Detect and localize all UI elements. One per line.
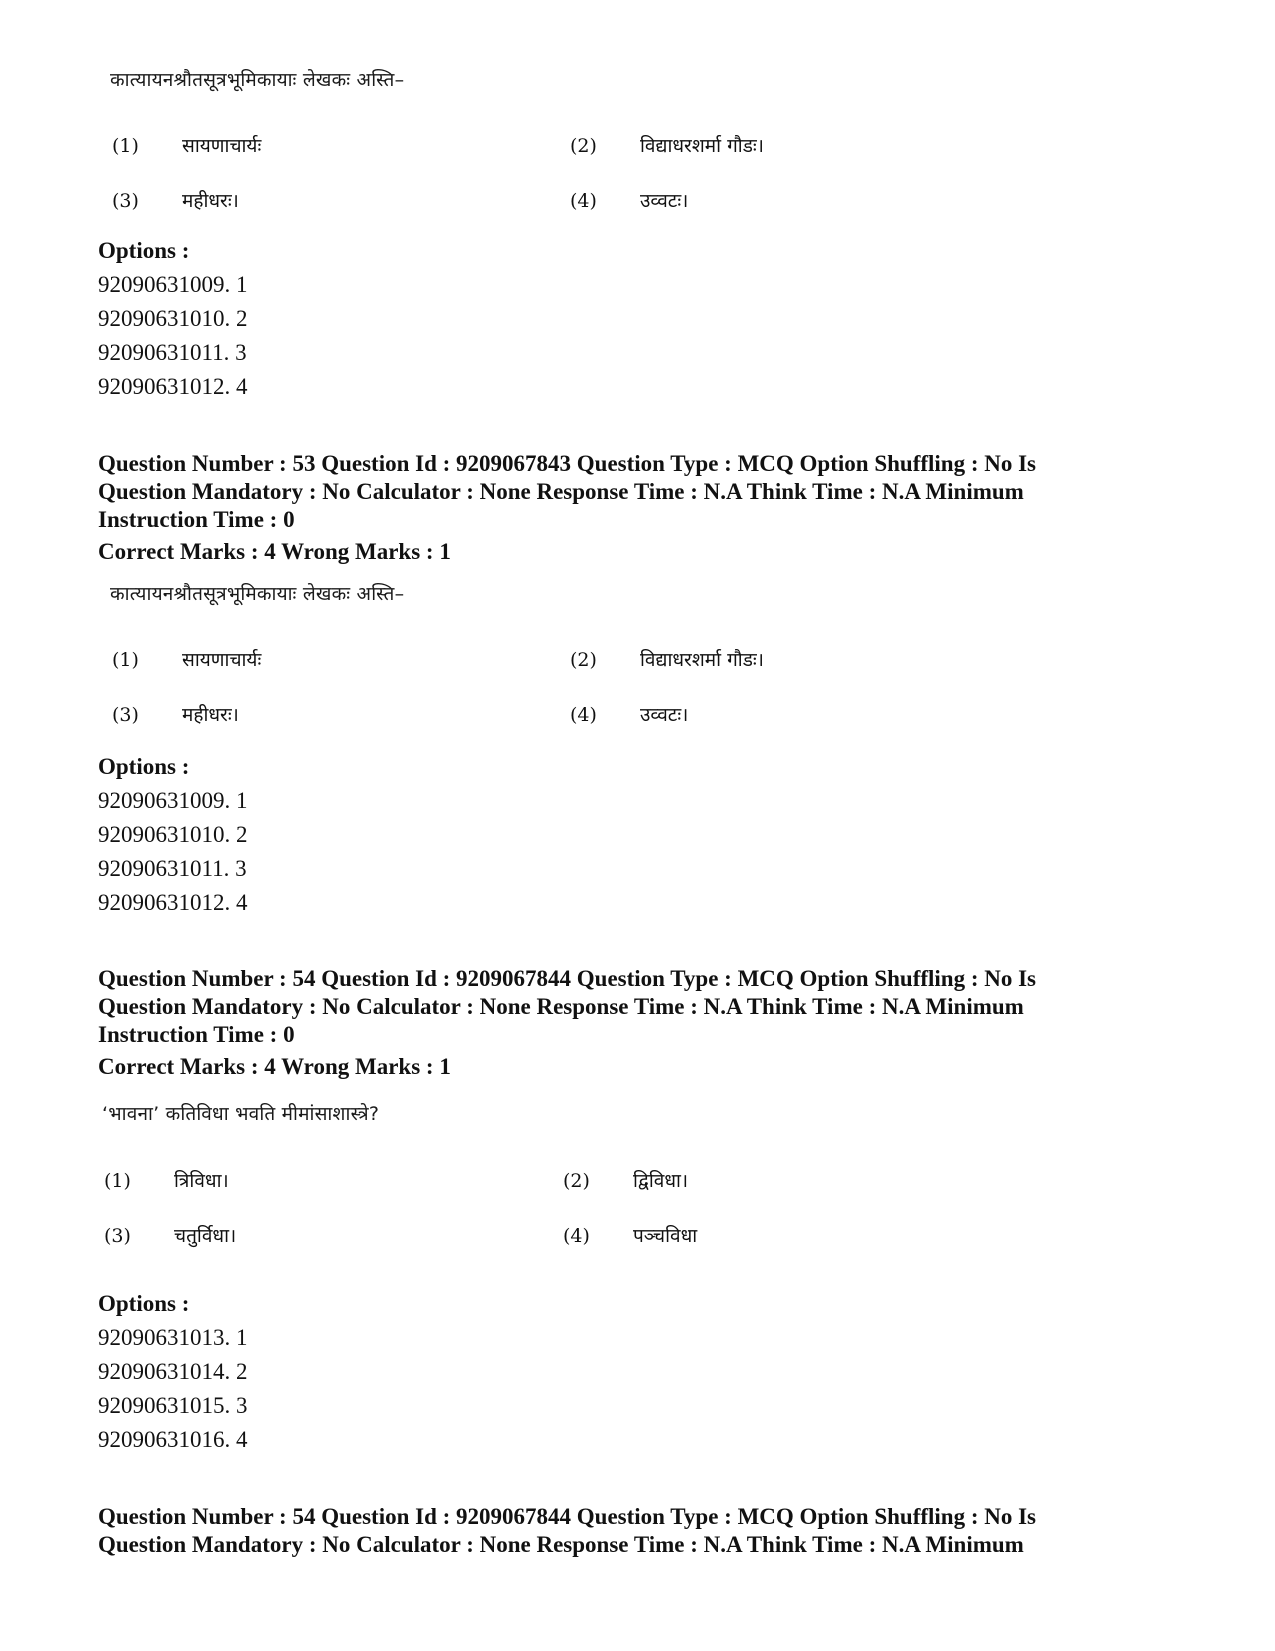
choice-text: महीधरः।	[182, 190, 239, 212]
choice-number: (4)	[570, 704, 597, 726]
marks-line: Correct Marks : 4 Wrong Marks : 1	[98, 539, 451, 564]
choice-2	[563, 1167, 688, 1193]
choice-3	[112, 187, 239, 213]
choice-number: (2)	[570, 649, 597, 671]
question-meta	[98, 1503, 1198, 1559]
choice-text: सायणाचार्यः	[182, 649, 262, 671]
option-item: 92090631011. 3	[98, 340, 247, 365]
choice-number: (2)	[570, 135, 597, 157]
question-meta	[98, 450, 1198, 534]
choice-number: (1)	[112, 649, 139, 671]
meta-line: Instruction Time : 0	[98, 507, 295, 532]
choice-text: महीधरः।	[182, 704, 239, 726]
meta-line: Question Number : 54 Question Id : 9209067844 Question Type : MCQ Option Shuffling : No Is	[98, 966, 1037, 991]
options-section	[98, 1287, 248, 1457]
meta-line: Question Mandatory : No Calculator : None Response Time : N.A Think Time : N.A Minimum	[98, 1532, 1024, 1557]
choice-1	[112, 646, 261, 672]
choice-4	[570, 187, 688, 213]
options-section	[98, 750, 248, 920]
meta-line: Question Number : 53 Question Id : 9209067843 Question Type : MCQ Option Shuffling : No Is	[98, 451, 1037, 476]
option-item: 92090631009. 1	[98, 788, 248, 813]
choice-text: विद्याधरशर्मा गौडः।	[640, 135, 764, 157]
options-list	[98, 268, 248, 404]
question-stem: ‘भावना’ कतिविधा भवति मीमांसाशास्त्रे?	[102, 1103, 380, 1125]
choice-text: पञ्चविधा	[633, 1225, 698, 1247]
choice-text: द्विविधा।	[633, 1170, 689, 1192]
option-item: 92090631012. 4	[98, 374, 248, 399]
choice-2	[570, 132, 764, 158]
choice-number: (2)	[563, 1170, 590, 1192]
question-stem: कात्यायनश्रौतसूत्रभूमिकायाः लेखकः अस्ति–	[110, 69, 405, 91]
choice-2	[570, 646, 764, 672]
question-meta	[98, 965, 1198, 1049]
options-title: Options :	[98, 1291, 190, 1316]
question-stem: कात्यायनश्रौतसूत्रभूमिकायाः लेखकः अस्ति–	[110, 583, 405, 605]
choice-text: त्रिविधा।	[174, 1170, 229, 1192]
option-item: 92090631015. 3	[98, 1393, 248, 1418]
option-item: 92090631010. 2	[98, 822, 248, 847]
option-item: 92090631016. 4	[98, 1427, 248, 1452]
choice-text: उव्वटः।	[640, 190, 689, 212]
option-item: 92090631014. 2	[98, 1359, 248, 1384]
choice-number: (3)	[112, 704, 139, 726]
meta-line: Question Mandatory : No Calculator : None Response Time : N.A Think Time : N.A Minimum	[98, 994, 1024, 1019]
marks-line: Correct Marks : 4 Wrong Marks : 1	[98, 1054, 451, 1079]
choice-number: (4)	[563, 1225, 590, 1247]
option-item: 92090631009. 1	[98, 272, 248, 297]
choice-1	[112, 132, 261, 158]
option-item: 92090631010. 2	[98, 306, 248, 331]
meta-line: Question Number : 54 Question Id : 9209067844 Question Type : MCQ Option Shuffling : No Is	[98, 1504, 1037, 1529]
choice-4	[563, 1222, 697, 1248]
choice-3	[112, 701, 239, 727]
choice-3	[104, 1222, 236, 1248]
meta-line: Instruction Time : 0	[98, 1022, 295, 1047]
choice-4	[570, 701, 688, 727]
option-item: 92090631012. 4	[98, 890, 248, 915]
choice-text: चतुर्विधा।	[174, 1225, 237, 1247]
options-title: Options :	[98, 238, 190, 263]
choice-1	[104, 1167, 229, 1193]
options-title: Options :	[98, 754, 190, 779]
meta-line: Question Mandatory : No Calculator : None Response Time : N.A Think Time : N.A Minimum	[98, 479, 1024, 504]
option-item: 92090631013. 1	[98, 1325, 248, 1350]
choice-number: (1)	[104, 1170, 131, 1192]
options-section	[98, 234, 248, 404]
choice-text: उव्वटः।	[640, 704, 689, 726]
choice-number: (3)	[104, 1225, 131, 1247]
choice-number: (4)	[570, 190, 597, 212]
options-list	[98, 1321, 248, 1457]
choice-text: सायणाचार्यः	[182, 135, 262, 157]
options-list	[98, 784, 248, 920]
choice-text: विद्याधरशर्मा गौडः।	[640, 649, 764, 671]
choice-number: (1)	[112, 135, 139, 157]
option-item: 92090631011. 3	[98, 856, 247, 881]
choice-number: (3)	[112, 190, 139, 212]
